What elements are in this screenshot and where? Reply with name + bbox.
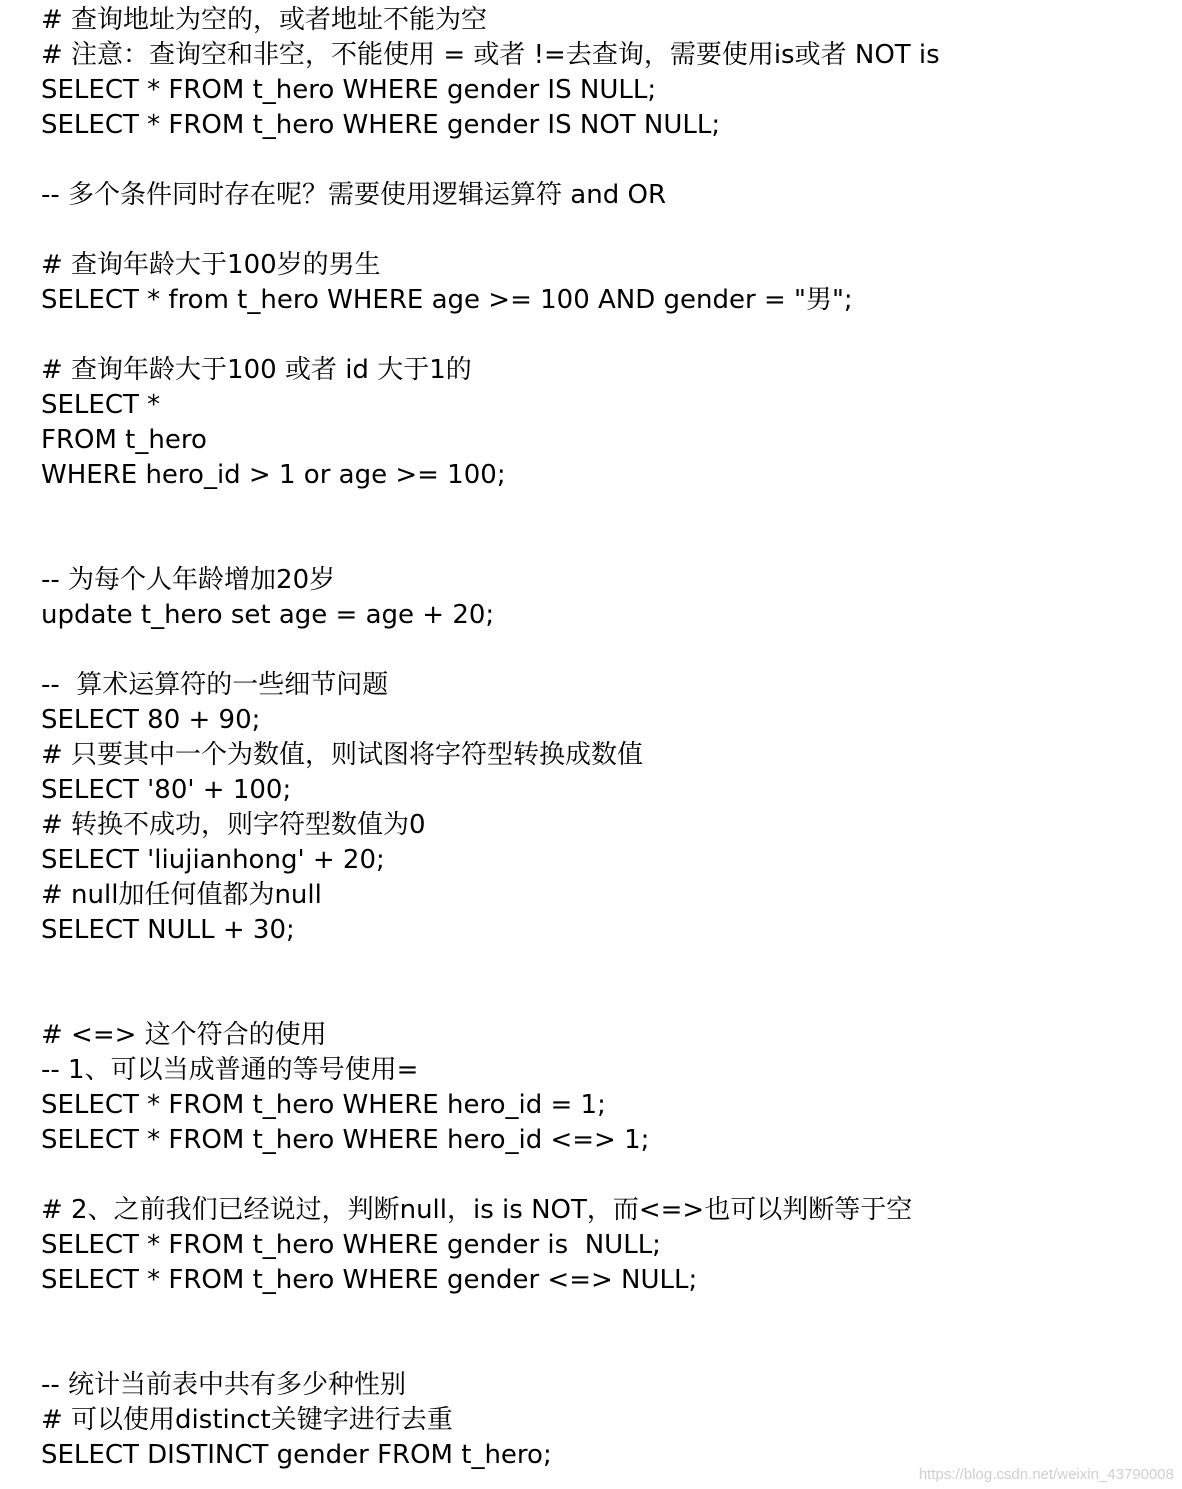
text-line: # 转换不成功，则字符型数值为0 (41, 810, 426, 840)
text-line: SELECT * FROM t_hero WHERE gender IS NULL; (41, 75, 657, 105)
text-line: SELECT * FROM t_hero WHERE gender <=> NULL; (41, 1265, 698, 1295)
blank-line (41, 318, 1161, 353)
text-line: update t_hero set age = age + 20; (41, 600, 495, 630)
text-line: SELECT 'liujianhong' + 20; (41, 845, 385, 875)
text-line: -- 1、可以当成普通的等号使用= (41, 1055, 419, 1085)
text-line: # 查询年龄大于100 或者 id 大于1的 (41, 355, 472, 385)
text-line: SELECT * FROM t_hero WHERE gender IS NOT NULL; (41, 110, 721, 140)
text-line: -- 算术运算符的一些细节问题 (41, 670, 389, 700)
text-line: # 可以使用distinct关键字进行去重 (41, 1405, 453, 1435)
blank-line (41, 213, 1161, 248)
text-line: # 查询地址为空的，或者地址不能为空 (41, 5, 488, 35)
blank-line (41, 493, 1161, 528)
blank-line (41, 983, 1161, 1018)
text-line: -- 多个条件同时存在呢？需要使用逻辑运算符 and OR (41, 180, 667, 210)
text-line: # 2、之前我们已经说过，判断null，is is NOT，而<=>也可以判断等于空 (41, 1195, 913, 1225)
blank-line (41, 1298, 1161, 1333)
text-line: WHERE hero_id > 1 or age >= 100; (41, 460, 506, 490)
text-line: SELECT * FROM t_hero WHERE hero_id = 1; (41, 1090, 606, 1120)
text-line: SELECT 80 + 90; (41, 705, 261, 735)
blank-line (41, 948, 1161, 983)
text-line: # 查询年龄大于100岁的男生 (41, 250, 381, 280)
text-line: # null加任何值都为null (41, 880, 322, 910)
text-line: SELECT * (41, 390, 161, 420)
blank-line (41, 143, 1161, 178)
text-line: SELECT * FROM t_hero WHERE gender is NULL; (41, 1230, 661, 1260)
text-line: # 只要其中一个为数值，则试图将字符型转换成数值 (41, 740, 644, 770)
sql-notes-document (41, 3, 1161, 1473)
text-line: SELECT * from t_hero WHERE age >= 100 AND gender = "男"; (41, 285, 853, 315)
watermark-text: https://blog.csdn.net/weixin_43790008 (918, 1466, 1174, 1483)
text-line: SELECT '80' + 100; (41, 775, 292, 805)
text-line: SELECT NULL + 30; (41, 915, 295, 945)
text-line: # 注意：查询空和非空，不能使用 = 或者 !=去查询，需要使用is或者 NOT is (41, 40, 940, 70)
text-line: -- 为每个人年龄增加20岁 (41, 565, 336, 595)
text-line: FROM t_hero (41, 425, 207, 455)
blank-line (41, 633, 1161, 668)
text-line: # <=> 这个符合的使用 (41, 1020, 327, 1050)
text-line: SELECT DISTINCT gender FROM t_hero; (41, 1440, 552, 1470)
text-line: -- 统计当前表中共有多少种性别 (41, 1370, 407, 1400)
blank-line (41, 1158, 1161, 1193)
blank-line (41, 1333, 1161, 1368)
blank-line (41, 528, 1161, 563)
text-line: SELECT * FROM t_hero WHERE hero_id <=> 1; (41, 1125, 650, 1155)
